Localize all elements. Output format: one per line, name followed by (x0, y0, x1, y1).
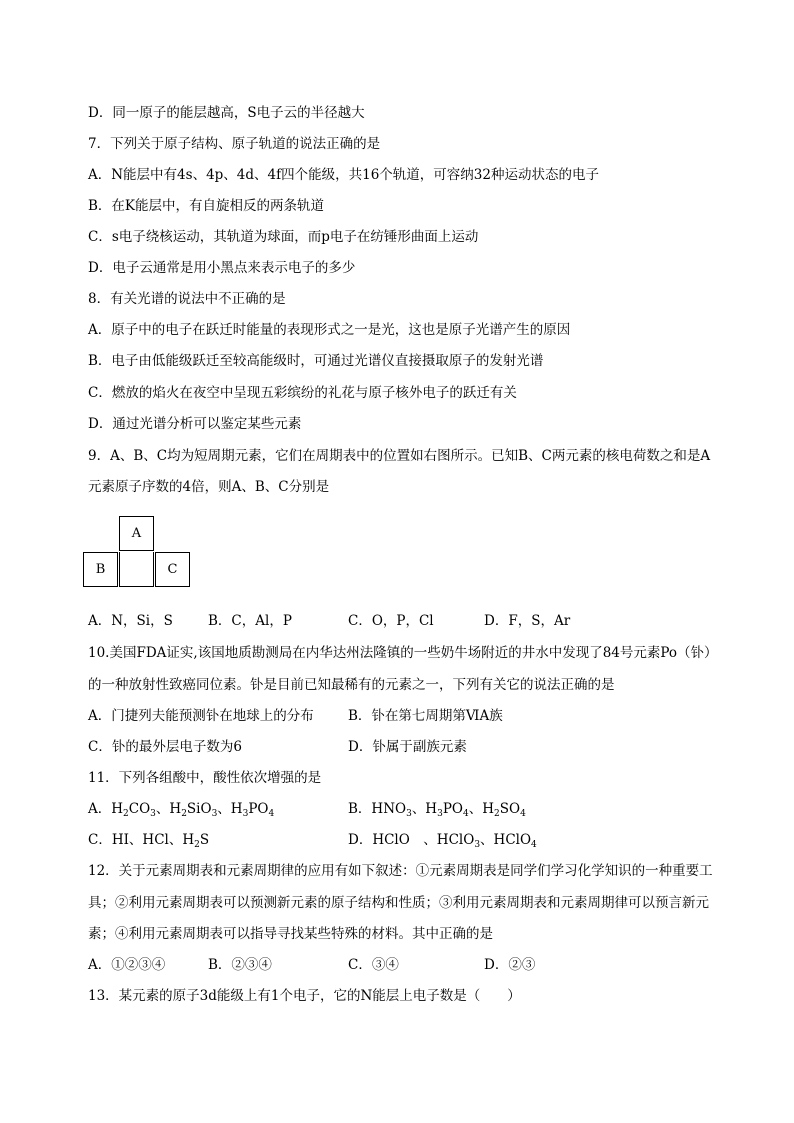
q10-option-d: D．钋属于副族元素 (348, 739, 467, 755)
cell-c: C (155, 552, 190, 587)
q12-option-d: D．②③ (484, 957, 536, 973)
q11-option-a: A．$H_2CO_3$、$H_2SiO_3$、$H_3PO_4$ (88, 801, 275, 819)
q13-stem: 13．某元素的原子3d能级上有1个电子，它的N能层上电子数是（ ） (88, 988, 521, 1004)
q9-option-a: A．N，Si，S (88, 613, 173, 629)
q9-option-d: D．F，S，Ar (484, 613, 571, 629)
q12-stem-line3: 素；④利用元素周期表可以指导寻找某些特殊的材料。其中正确的是 (88, 926, 493, 942)
q7-option-a: A．N能层中有4s、4p、4d、4f四个能级，共16个轨道，可容纳32种运动状态的电子 (88, 167, 599, 183)
q12-option-a: A．①②③④ (88, 957, 166, 973)
q10-stem-line2: 的一种放射性致癌同位素。钋是目前已知最稀有的元素之一，下列有关它的说法正确的是 (88, 677, 615, 693)
q12-stem-line1: 12．关于元素周期表和元素周期律的应用有如下叙述：①元素周期表是同学们学习化学知识的一种重要工 (88, 863, 713, 879)
q10-option-c: C．钋的最外层电子数为6 (88, 739, 242, 755)
q8-option-b: B．电子由低能级跃迁至较高能级时，可通过光谱仪直接摄取原子的发射光谱 (88, 353, 544, 369)
cell-a: A (119, 516, 154, 551)
q9-stem-line1: 9．A、B、C均为短周期元素，它们在周期表中的位置如右图所示。已知B、C两元素的核电荷数之和是A (88, 448, 711, 464)
q11-option-b: B．$HNO_3$、$H_3PO_4$、$H_2SO_4$ (348, 801, 526, 819)
q12-stem-line2: 具；②利用元素周期表可以预测新元素的原子结构和性质；③利用元素周期表和元素周期律可以预言新元 (88, 895, 709, 911)
q9-option-b: B．C，Al，P (208, 613, 292, 629)
q12-option-b: B．②③④ (208, 957, 272, 973)
q10-stem-line1: 10.美国FDA证实,该国地质勘测局在内华达州法隆镇的一些奶牛场附近的井水中发现了84号元素Po（钋） (88, 645, 718, 661)
cell-b: B (83, 552, 118, 587)
q7-stem: 7．下列关于原子结构、原子轨道的说法正确的是 (88, 136, 381, 152)
q7-option-d: D．电子云通常是用小黑点来表示电子的多少 (88, 260, 356, 276)
q8-option-d: D．通过光谱分析可以鉴定某些元素 (88, 416, 302, 432)
q7-option-b: B．在K能层中，有自旋相反的两条轨道 (88, 198, 325, 214)
q9-option-c: C．O，P，Cl (348, 613, 434, 629)
q6-option-d: D．同一原子的能层越高，S电子云的半径越大 (88, 105, 365, 121)
q11-option-c: C．HI、HCl、$H_2S$ (88, 832, 210, 850)
q11-stem: 11．下列各组酸中，酸性依次增强的是 (88, 770, 322, 786)
q11-option-d: D．HClO 、HClO$_3$、HClO$_4$ (348, 832, 537, 850)
q8-option-a: A．原子中的电子在跃迁时能量的表现形式之一是光，这也是原子光谱产生的原因 (88, 322, 571, 338)
q10-option-b: B．钋在第七周期第ⅥA族 (348, 708, 503, 724)
q12-option-c: C．③④ (348, 957, 399, 973)
q10-option-a: A．门捷列夫能预测钋在地球上的分布 (88, 708, 314, 724)
q9-stem-line2: 元素原子序数的4倍，则A、B、C分别是 (88, 479, 330, 495)
q7-option-c: C．s电子绕核运动，其轨道为球面，而p电子在纺锤形曲面上运动 (88, 229, 479, 245)
cell-empty (119, 552, 154, 587)
q8-option-c: C．燃放的焰火在夜空中呈现五彩缤纷的礼花与原子核外电子的跃迁有关 (88, 385, 517, 401)
q8-stem: 8．有关光谱的说法中不正确的是 (88, 291, 286, 307)
